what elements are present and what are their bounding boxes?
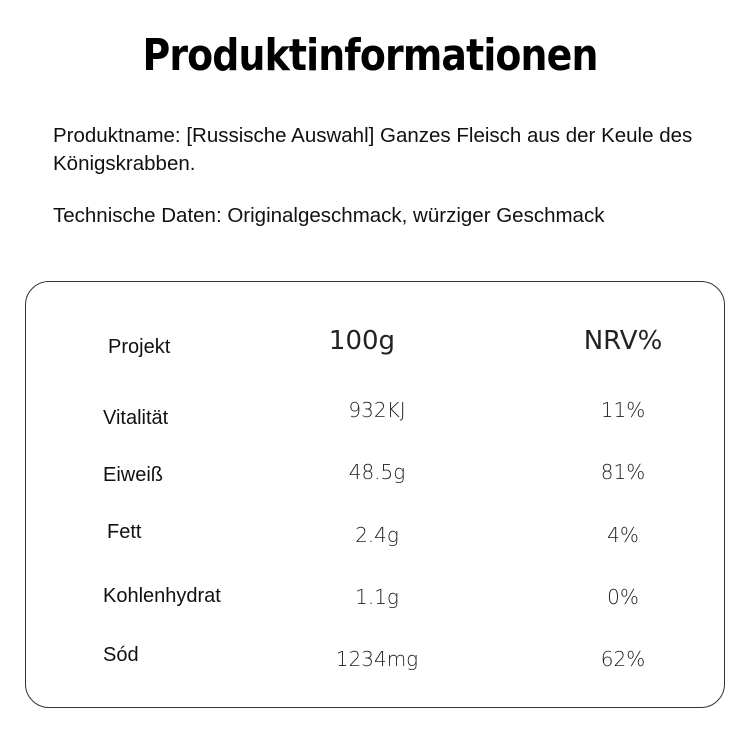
row-nrv-kohlenhydrat: 0% — [607, 585, 639, 609]
row-label-eiweiss: Eiweiß — [103, 464, 164, 486]
row-amount-fett: 2.4g — [355, 523, 399, 547]
row-nrv-eiweiss: 81% — [600, 460, 646, 484]
row-label-kohlenhydrat: Kohlenhydrat — [103, 585, 221, 607]
row-nrv-vitalitaet: 11% — [600, 398, 646, 422]
product-name: Produktname: [Russische Auswahl] Ganzes Fleisch aus der Keule des Königskrabben. — [53, 124, 693, 175]
row-label-vitalitaet: Vitalität — [103, 407, 169, 429]
row-amount-sod: 1234mg — [335, 647, 419, 671]
header-nrv: NRV% — [583, 326, 663, 356]
nutrition-table — [25, 281, 725, 708]
product-specs: Technische Daten: Originalgeschmack, würziger Geschmack — [53, 204, 605, 227]
row-amount-vitalitaet: 932KJ — [348, 398, 406, 422]
row-amount-eiweiss: 48.5g — [348, 460, 406, 484]
row-nrv-fett: 4% — [607, 523, 639, 547]
row-amount-kohlenhydrat: 1.1g — [355, 585, 399, 609]
page-title: Produktinformationen — [142, 30, 598, 81]
header-project: Projekt — [108, 336, 171, 358]
row-nrv-sod: 62% — [600, 647, 646, 671]
row-label-fett: Fett — [107, 521, 142, 543]
header-amount: 100g — [328, 326, 396, 356]
row-label-sod: Sód — [103, 644, 139, 666]
